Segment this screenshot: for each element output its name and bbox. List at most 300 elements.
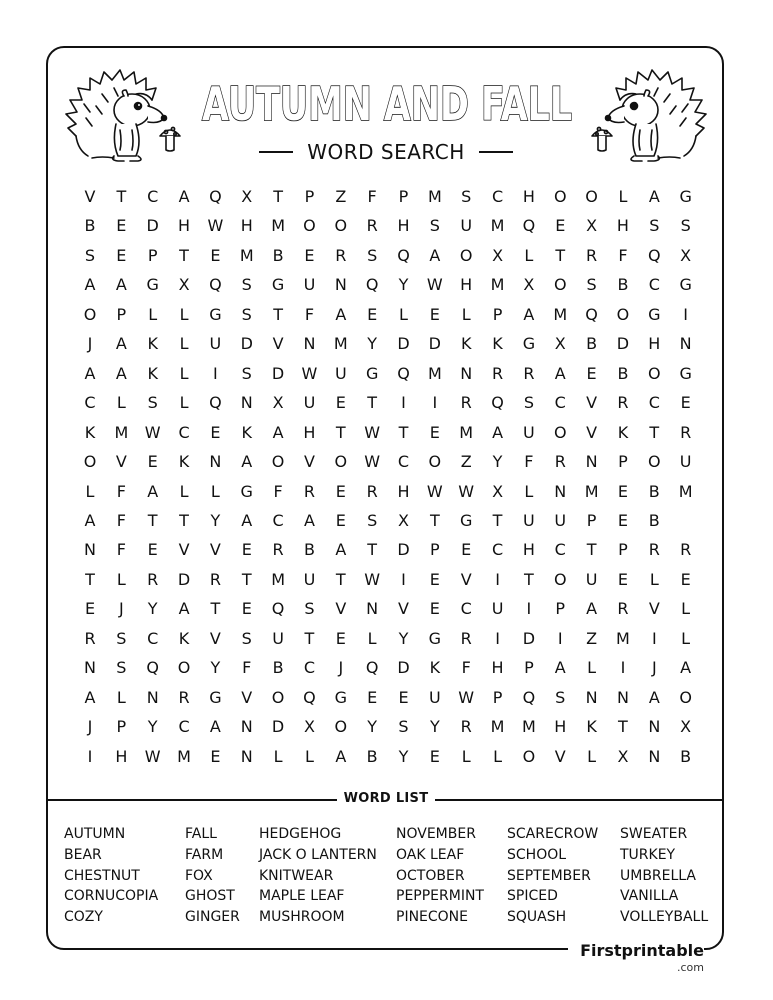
grid-letter: B [648,481,660,501]
grid-letter: Q [365,658,379,678]
grid-letter: D [397,334,410,354]
grid-letter: R [366,216,378,236]
grid-letter: X [272,393,284,413]
word-list-item: SPICED [507,888,558,905]
grid-letter: U [679,452,692,472]
grid-letter: T [555,245,566,265]
grid-letter: A [523,304,535,324]
grid-letter: O [553,569,567,589]
grid-letter: B [617,363,629,383]
grid-letter: K [147,334,158,354]
grid-letter: A [84,275,96,295]
grid-letter: X [680,245,692,265]
grid-letter: M [271,216,285,236]
grid-letter: L [116,569,126,589]
grid-letter: X [398,510,409,530]
grid-letter: Q [522,687,536,707]
word-list-item: FALL [185,826,217,842]
grid-letter: V [209,540,221,560]
hedgehog-with-mushroom-icon [582,66,710,178]
grid-letter: H [648,334,661,354]
grid-letter: P [398,187,409,206]
word-list-column [185,824,240,928]
grid-letter: N [84,658,96,678]
grid-letter: L [210,481,220,501]
grid-letter: N [460,363,473,383]
grid-letter: G [334,687,347,707]
grid-letter: V [554,746,566,766]
grid-letter: T [492,510,503,530]
word-list-item: SWEATER [620,826,688,842]
grid-letter: Q [648,245,661,265]
grid-letter: B [617,275,629,295]
grid-letter: W [144,746,161,766]
grid-letter: R [272,540,284,560]
grid-letter: F [273,481,283,501]
grid-letter: D [428,334,441,354]
grid-letter: U [334,363,347,383]
grid-letter: A [586,599,598,619]
grid-letter: Q [146,658,159,678]
grid-letter: I [401,393,406,413]
grid-letter: V [209,628,221,648]
page-title [200,77,574,131]
grid-letter: W [144,422,161,442]
grid-letter: V [303,452,315,472]
grid-letter: G [648,304,661,324]
grid-letter: O [334,216,348,236]
word-list-item: GHOST [185,888,235,905]
word-list-item: COZY [64,909,103,926]
grid-letter: A [335,304,347,324]
grid-letter: S [367,510,378,530]
grid-letter: A [335,540,347,560]
grid-letter: M [678,481,693,501]
word-list-item: GINGER [185,909,240,926]
grid-letter: R [460,393,472,413]
grid-letter: E [241,599,252,619]
grid-letter: G [271,275,285,295]
grid-letter: B [680,746,692,766]
grid-letter: K [241,422,252,442]
grid-letter: S [398,717,409,737]
grid-letter: K [617,422,629,442]
grid-letter: T [367,540,378,560]
grid-letter: X [178,275,190,295]
grid-letter: V [178,540,190,560]
grid-letter: D [397,658,410,678]
grid-letter: U [272,628,284,648]
word-list-item: UMBRELLA [620,867,697,884]
grid-letter: F [461,658,471,678]
grid-letter: A [84,363,96,383]
grid-letter: V [460,569,472,589]
grid-letter: S [147,393,158,413]
grid-letter: E [241,540,252,560]
grid-letter: L [618,187,628,206]
grid-letter: C [491,540,504,560]
grid-letter: W [426,481,443,501]
grid-letter: P [147,245,158,265]
grid-letter: B [272,658,284,678]
grid-letter: S [241,628,252,648]
grid-letter: T [116,187,127,206]
grid-letter: G [365,363,379,383]
grid-letter: E [429,599,440,619]
grid-letter: L [179,304,189,324]
grid-letter: K [429,658,441,678]
grid-letter: P [304,187,315,206]
word-list-column [620,824,708,928]
grid-letter: U [491,599,504,619]
grid-letter: S [116,658,127,678]
grid-letter: L [85,481,95,501]
grid-letter: L [461,304,471,324]
grid-letter: R [648,540,660,560]
grid-letter: V [241,687,253,707]
grid-letter: T [273,304,283,324]
grid-letter: U [523,510,535,530]
grid-letter: J [118,599,124,619]
grid-letter: Q [522,216,536,236]
grid-letter: U [428,687,441,707]
grid-letter: M [427,363,442,383]
grid-letter: O [648,452,661,472]
grid-letter: E [429,746,440,766]
grid-letter: X [523,275,535,295]
grid-letter: H [303,422,316,442]
grid-letter: S [241,363,252,383]
grid-letter: U [209,334,222,354]
grid-letter: A [554,658,566,678]
grid-letter: S [461,187,472,206]
word-list-item: PINECONE [396,909,469,926]
word-list-item: HEDGEHOG [259,826,342,842]
grid-letter: H [491,658,504,678]
grid-letter: Y [398,275,409,295]
grid-letter: K [178,628,190,648]
grid-letter: E [210,422,221,442]
grid-letter: U [523,422,535,442]
grid-letter: R [178,687,190,707]
title-text: AUTUMN AND FALL [202,77,572,131]
grid-letter: A [492,422,504,442]
grid-letter: I [495,569,500,589]
grid-letter: T [241,569,252,589]
grid-letter: I [620,658,626,678]
grid-letter: B [84,216,96,236]
grid-letter: R [366,481,378,501]
grid-letter: T [147,510,158,530]
grid-letter: O [553,187,567,206]
grid-letter: W [364,569,381,589]
grid-letter: E [335,481,346,501]
grid-letter: R [617,393,629,413]
grid-letter: X [303,717,315,737]
grid-letter: D [146,216,159,236]
grid-letter: L [524,245,534,265]
grid-letter: U [303,569,316,589]
grid-letter: C [147,628,159,648]
grid-letter: A [335,746,347,766]
grid-letter: O [271,452,285,472]
word-list-column [396,824,484,928]
grid-letter: K [84,422,96,442]
word-list-item: PEPPERMINT [396,888,484,905]
grid-letter: H [397,216,410,236]
grid-letter: S [241,275,252,295]
grid-letter: V [586,422,598,442]
grid-letter: T [335,422,346,442]
grid-letter: F [116,510,126,530]
grid-letter: T [618,717,628,737]
grid-letter: Y [367,334,378,354]
subtitle-text: WORD SEARCH [307,140,465,164]
grid-letter: M [114,422,129,442]
grid-letter: G [522,334,536,354]
word-list-item: CORNUCOPIA [64,888,159,905]
grid-letter: V [115,452,127,472]
grid-letter: E [147,452,158,472]
grid-letter: Q [397,363,410,383]
grid-letter: A [554,363,566,383]
grid-letter: A [115,275,127,295]
grid-letter: A [115,363,127,383]
grid-letter: T [649,422,660,442]
grid-letter: A [272,422,284,442]
grid-letter: O [522,746,536,766]
grid-letter: E [429,422,440,442]
grid-letter: A [648,687,660,707]
subtitle-rule-right [479,151,513,153]
grid-letter: B [648,510,660,530]
grid-letter: U [303,393,316,413]
grid-letter: T [335,569,346,589]
grid-letter: M [239,245,254,265]
grid-letter: F [524,452,534,472]
brand-logo [568,940,704,976]
grid-letter: Z [460,452,472,472]
grid-letter: N [648,746,661,766]
grid-letter: Z [335,187,347,206]
grid-letter: Q [397,245,410,265]
grid-letter: E [617,569,628,589]
grid-letter: S [429,216,440,236]
grid-letter: F [116,540,126,560]
grid-letter: O [271,687,285,707]
grid-letter: K [147,363,158,383]
grid-letter: T [273,187,283,206]
grid-letter: J [87,717,93,737]
grid-letter: A [680,658,692,678]
grid-letter: A [429,245,441,265]
grid-letter: I [432,393,438,413]
grid-letter: M [490,216,505,236]
grid-letter: A [115,334,127,354]
grid-letter: U [585,569,598,589]
grid-letter: T [586,540,597,560]
grid-letter: D [616,334,630,354]
grid-letter: E [335,393,346,413]
grid-letter: A [241,452,253,472]
grid-letter: L [179,363,189,383]
grid-letter: U [460,216,473,236]
grid-letter: E [680,569,691,589]
grid-letter: R [523,363,535,383]
grid-letter: T [85,569,95,589]
grid-letter: G [679,187,692,206]
grid-letter: R [680,540,692,560]
grid-letter: O [83,452,97,472]
grid-letter: P [618,540,628,560]
grid-letter: S [241,304,252,324]
grid-letter: C [554,540,566,560]
grid-letter: G [679,275,692,295]
grid-letter: G [240,481,253,501]
word-list-item: VOLLEYBALL [620,909,709,926]
grid-letter: E [367,304,378,324]
grid-letter: B [272,245,284,265]
word-list-item: FOX [185,867,213,884]
grid-letter: R [335,245,347,265]
grid-letter: V [335,599,347,619]
word-list-item: BEAR [64,846,102,863]
word-list-item: VANILLA [620,888,679,905]
grid-letter: B [586,334,598,354]
grid-letter: R [554,452,566,472]
grid-letter: E [398,687,409,707]
grid-letter: G [459,510,473,530]
word-list-column [259,824,377,928]
grid-letter: C [460,599,472,619]
grid-letter: H [178,216,191,236]
grid-letter: W [458,481,475,501]
grid-letter: E [84,599,96,619]
grid-letter: L [681,628,691,648]
grid-letter: N [209,452,222,472]
grid-letter: O [334,717,348,737]
grid-letter: E [680,393,691,413]
grid-letter: R [460,717,472,737]
grid-letter: R [303,481,315,501]
grid-letter: M [553,304,568,324]
grid-letter: F [618,245,628,265]
grid-letter: M [490,275,505,295]
grid-letter: Q [271,599,285,619]
grid-letter: T [367,393,378,413]
grid-letter: O [83,304,97,324]
grid-letter: S [680,216,691,236]
grid-letter: Q [209,393,222,413]
grid-letter: T [179,245,189,265]
grid-letter: L [681,599,691,619]
grid-letter: Q [365,275,379,295]
grid-letter: E [367,687,378,707]
grid-letter: P [586,510,597,530]
grid-letter: L [179,481,189,501]
grid-letter: L [116,393,126,413]
grid-letter: T [398,422,409,442]
word-list-item: SEPTEMBER [507,867,591,884]
word-list-item: SCHOOL [507,846,567,863]
grid-letter: W [426,275,443,295]
grid-letter: I [557,628,563,648]
grid-letter: E [555,216,566,236]
grid-letter: A [178,187,190,206]
grid-letter: U [554,510,567,530]
grid-letter: A [209,717,221,737]
grid-letter: X [492,481,504,501]
grid-letter: O [553,422,567,442]
grid-letter: O [679,687,692,707]
grid-letter: L [587,658,597,678]
grid-letter: W [301,363,318,383]
grid-letter: Y [492,452,503,472]
grid-letter: J [87,334,93,354]
grid-letter: I [213,363,218,383]
grid-letter: Q [491,393,504,413]
grid-letter: T [179,510,189,530]
grid-letter: X [680,717,692,737]
grid-letter: N [554,481,567,501]
grid-letter: A [84,510,96,530]
grid-letter: P [524,658,534,678]
grid-letter: G [428,628,442,648]
grid-letter: M [177,746,191,766]
grid-letter: X [241,187,253,206]
grid-letter: E [116,216,127,236]
grid-letter: N [240,746,253,766]
grid-letter: A [648,187,660,206]
grid-letter: H [397,481,410,501]
grid-letter: M [459,422,474,442]
word-list-item: AUTUMN [64,826,126,842]
grid-letter: A [147,481,159,501]
grid-letter: B [303,540,315,560]
word-list-item: MUSHROOM [259,909,345,926]
grid-letter: E [335,628,346,648]
grid-letter: C [272,510,284,530]
grid-letter: S [367,245,378,265]
grid-letter: L [493,746,502,766]
grid-letter: M [490,717,505,737]
grid-letter: H [240,216,253,236]
grid-letter: N [366,599,379,619]
grid-letter: C [84,393,96,413]
grid-letter: K [178,452,190,472]
grid-letter: P [430,540,440,560]
grid-letter: S [304,599,315,619]
grid-letter: L [148,304,158,324]
grid-letter: Q [209,187,222,206]
grid-letter: E [210,245,221,265]
grid-letter: I [526,599,532,619]
grid-letter: E [586,363,597,383]
grid-letter: E [429,569,440,589]
grid-letter: O [334,452,348,472]
grid-letter: C [397,452,410,472]
grid-letter: R [84,628,96,648]
grid-letter: I [401,569,406,589]
grid-letter: S [523,393,534,413]
grid-letter: M [271,569,285,589]
grid-letter: F [242,658,252,678]
grid-letter: K [460,334,472,354]
grid-letter: R [680,422,692,442]
grid-letter: N [585,452,598,472]
grid-letter: R [617,599,629,619]
grid-letter: H [616,216,629,236]
